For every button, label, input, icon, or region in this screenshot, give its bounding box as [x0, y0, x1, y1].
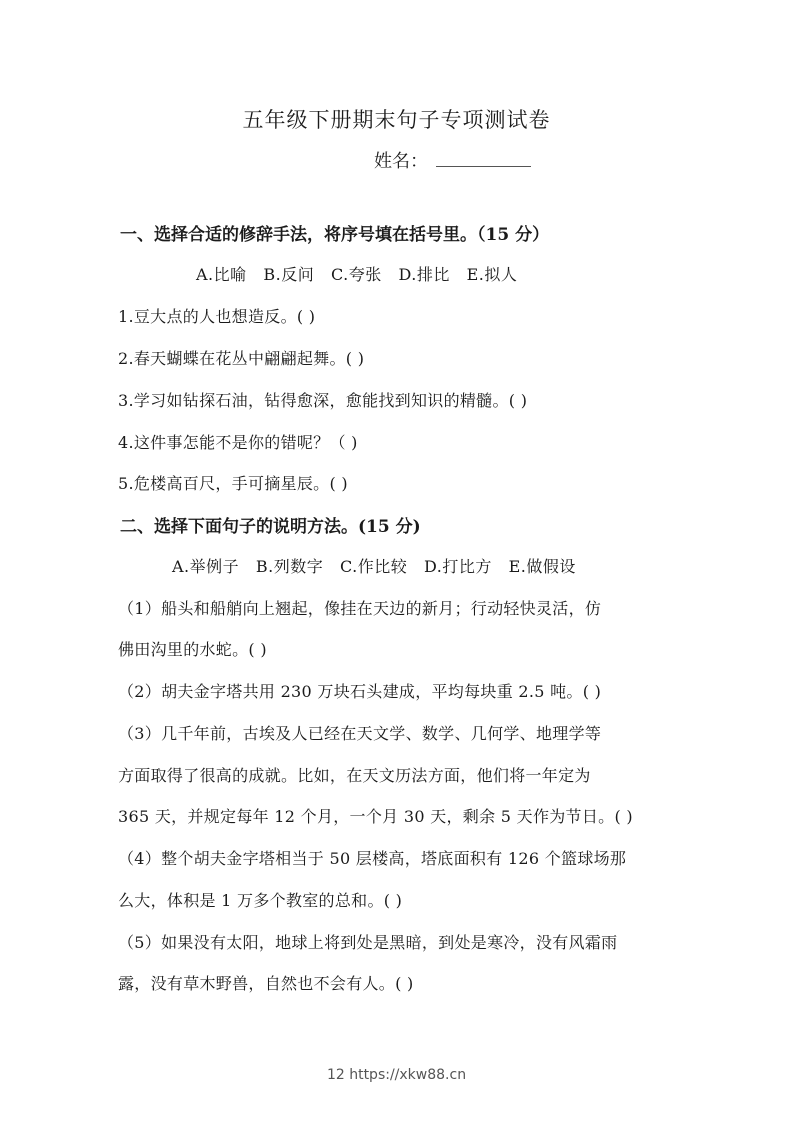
question-item: 2.春天蝴蝶在花丛中翩翩起舞。( ) — [118, 349, 365, 368]
question-line: 佛田沟里的水蛇。( ) — [118, 640, 267, 659]
question-line: 么大，体积是 1 万多个教室的总和。( ) — [118, 891, 403, 910]
section2-heading: 二、选择下面句子的说明方法。(15 分) — [120, 517, 421, 537]
page-title: 五年级下册期末句子专项测试卷 — [242, 108, 551, 132]
question-line: （1）船头和船艄向上翘起，像挂在天边的新月；行动轻快灵活，仿 — [118, 599, 602, 618]
section1-heading: 一、选择合适的修辞手法，将序号填在括号里。（15 分） — [120, 225, 550, 245]
question-line: （4）整个胡夫金字塔相当于 50 层楼高，塔底面积有 126 个篮球场那 — [118, 849, 627, 868]
question-line: 方面取得了很高的成就。比如，在天文历法方面，他们将一年定为 — [118, 766, 591, 785]
question-line: 365 天，并规定每年 12 个月，一个月 30 天，剩余 5 天作为节日。( ) — [118, 807, 633, 826]
question-line: （3）几千年前，古埃及人已经在天文学、数学、几何学、地理学等 — [118, 724, 602, 743]
question-line: 露，没有草木野兽，自然也不会有人。( ) — [118, 974, 414, 993]
question-line: （2）胡夫金字塔共用 230 万块石头建成，平均每块重 2.5 吨。( ) — [118, 682, 602, 701]
name-field — [374, 147, 531, 173]
question-item: 3.学习如钻探石油，钻得愈深，愈能找到知识的精髓。( ) — [118, 391, 528, 410]
section2-options: A.举例子 B.列数字 C.作比较 D.打比方 E.做假设 — [172, 557, 576, 576]
section1-options: A.比喻 B.反问 C.夸张 D.排比 E.拟人 — [196, 265, 518, 284]
name-label: 姓名： — [374, 151, 428, 172]
question-line: （5）如果没有太阳，地球上将到处是黑暗，到处是寒冷，没有风霜雨 — [118, 933, 618, 952]
page-footer: 12 https://xkw88.cn — [326, 1067, 467, 1083]
question-item: 1.豆大点的人也想造反。( ) — [118, 307, 316, 326]
question-item: 4.这件事怎能不是你的错呢？（ ) — [118, 433, 358, 452]
question-item: 5.危楼高百尺，手可摘星辰。( ) — [118, 474, 348, 493]
name-blank[interactable] — [436, 150, 531, 167]
